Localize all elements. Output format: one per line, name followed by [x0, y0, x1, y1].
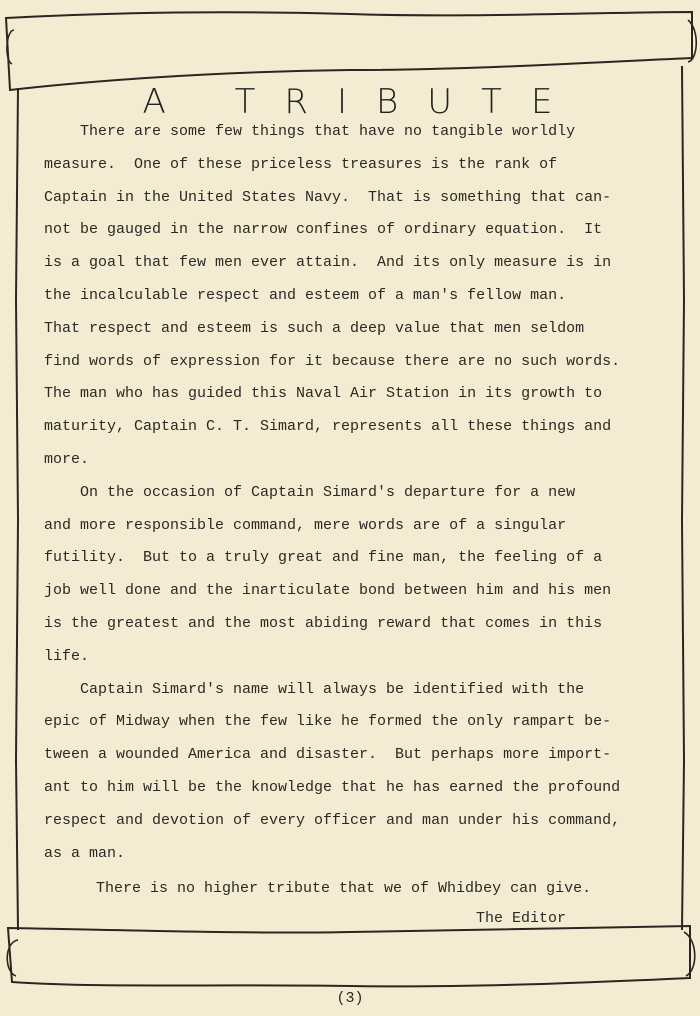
bottom-scroll-banner — [8, 926, 690, 986]
text-line: futility. But to a truly great and fine man, the feeling of a — [44, 549, 603, 567]
text-line: more. — [44, 450, 90, 468]
top-scroll-banner — [6, 12, 692, 90]
right-border — [682, 66, 684, 930]
text-line: maturity, Captain C. T. Simard, represents all these things and — [44, 418, 612, 436]
text-line: respect and devotion of every officer and man under his command, — [44, 811, 621, 829]
text-line: as a man. — [44, 844, 126, 862]
text-line: The man who has guided this Naval Air Station in its growth to — [44, 385, 603, 403]
text-line: Captain in the United States Navy. That is something that can- — [44, 188, 612, 206]
closing-line: There is no higher tribute that we of Whidbey can give. — [96, 880, 592, 897]
text-line: epic of Midway when the few like he formed the only rampart be- — [44, 713, 612, 731]
text-line: not be gauged in the narrow confines of ordinary equation. It — [44, 221, 603, 239]
top-scroll-curl-left — [7, 30, 14, 64]
signoff — [44, 873, 674, 935]
text-line: find words of expression for it because there are no such words. — [44, 352, 621, 370]
text-line: is a goal that few men ever attain. And its only measure is in — [44, 254, 612, 272]
text-line: job well done and the inarticulate bond between him and his men — [44, 582, 612, 600]
article-body — [44, 116, 674, 870]
text-line: On the occasion of Captain Simard's departure for a new — [44, 483, 576, 501]
text-line: That respect and esteem is such a deep value that men seldom — [44, 319, 585, 337]
text-line: life. — [44, 647, 90, 665]
page-number: (3) — [336, 990, 364, 1007]
text-line: There are some few things that have no tangible worldly — [44, 123, 576, 140]
bottom-scroll-curl-right — [684, 932, 695, 976]
page-title: A TRIBUTE — [142, 82, 582, 122]
text-line: Captain Simard's name will always be identified with the — [44, 680, 585, 698]
bottom-scroll-curl-left — [7, 940, 18, 976]
text-line: the incalculable respect and esteem of a man's fellow man. — [44, 286, 567, 304]
top-scroll-curl-right — [688, 20, 696, 62]
text-line: is the greatest and the most abiding reward that comes in this — [44, 614, 603, 632]
signature: The Editor — [476, 910, 567, 927]
text-line: and more responsible command, mere words are of a singular — [44, 516, 567, 534]
text-line: ant to him will be the knowledge that he has earned the profound — [44, 778, 621, 796]
text-line: measure. One of these priceless treasures is the rank of — [44, 155, 558, 173]
left-border — [16, 88, 18, 930]
text-line: tween a wounded America and disaster. But perhaps more import- — [44, 746, 612, 764]
